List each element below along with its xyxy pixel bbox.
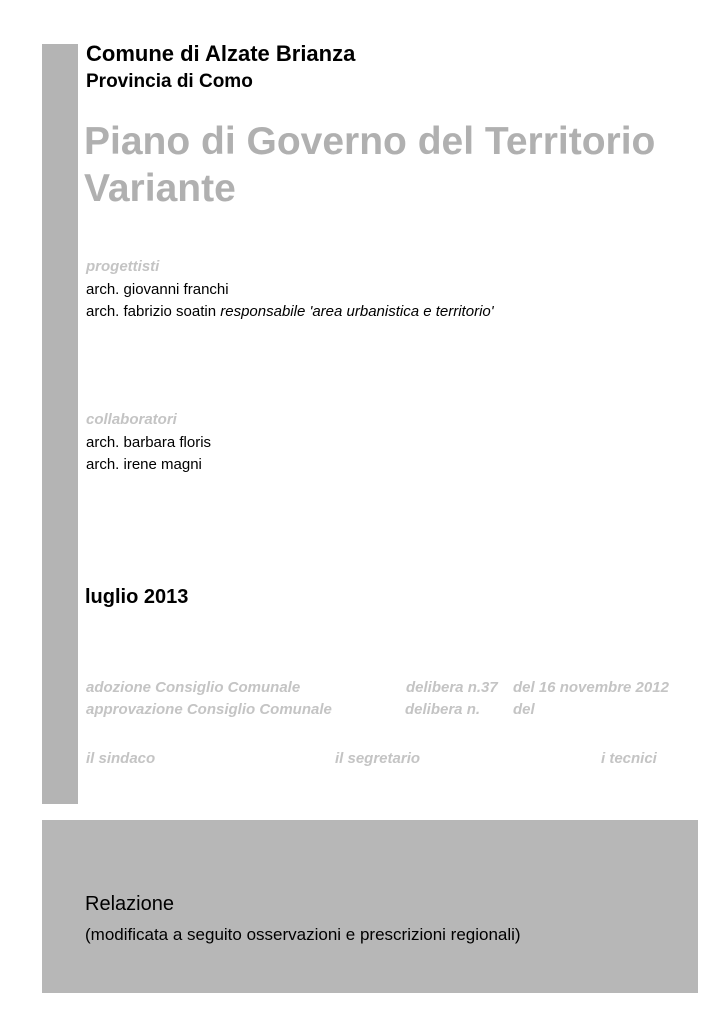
approval-adoption-delibera: delibera n.37 bbox=[406, 679, 498, 696]
designer-2-role: responsabile 'area urbanistica e territorio' bbox=[220, 303, 494, 320]
title-line-1: Piano di Governo del Territorio bbox=[84, 120, 656, 163]
approval-adoption-body: adozione Consiglio Comunale bbox=[86, 679, 301, 696]
signatory-mayor: il sindaco bbox=[86, 750, 156, 767]
designer-1 bbox=[86, 281, 229, 298]
signatory-secretary: il segretario bbox=[335, 750, 421, 767]
document-type-title: Relazione bbox=[85, 893, 174, 915]
designer-2-name: arch. fabrizio soatin bbox=[86, 303, 221, 320]
document-date: luglio 2013 bbox=[85, 586, 189, 608]
collaborator-2: arch. irene magni bbox=[86, 456, 202, 473]
collaborator-1: arch. barbara floris bbox=[86, 434, 212, 451]
province-name: Provincia di Como bbox=[86, 71, 253, 92]
title-line-2: Variante bbox=[84, 167, 236, 210]
designer-1-name: arch. giovanni franchi bbox=[86, 281, 229, 298]
document-type-subtitle: (modificata a seguito osservazioni e prescrizioni regionali) bbox=[85, 925, 521, 944]
designers-label: progettisti bbox=[86, 258, 160, 275]
approval-approval-date: del bbox=[513, 701, 535, 718]
approval-approval-delibera: delibera n. bbox=[405, 701, 481, 718]
approval-adoption-date: del 16 novembre 2012 bbox=[513, 679, 669, 696]
left-decorative-bar bbox=[42, 44, 78, 804]
municipality-name: Comune di Alzate Brianza bbox=[86, 41, 356, 66]
document-main-title bbox=[84, 118, 655, 212]
collaborators-label: collaboratori bbox=[86, 411, 177, 428]
approval-approval-body: approvazione Consiglio Comunale bbox=[86, 701, 332, 718]
designer-2 bbox=[86, 303, 494, 320]
signatory-technicians: i tecnici bbox=[601, 750, 657, 767]
